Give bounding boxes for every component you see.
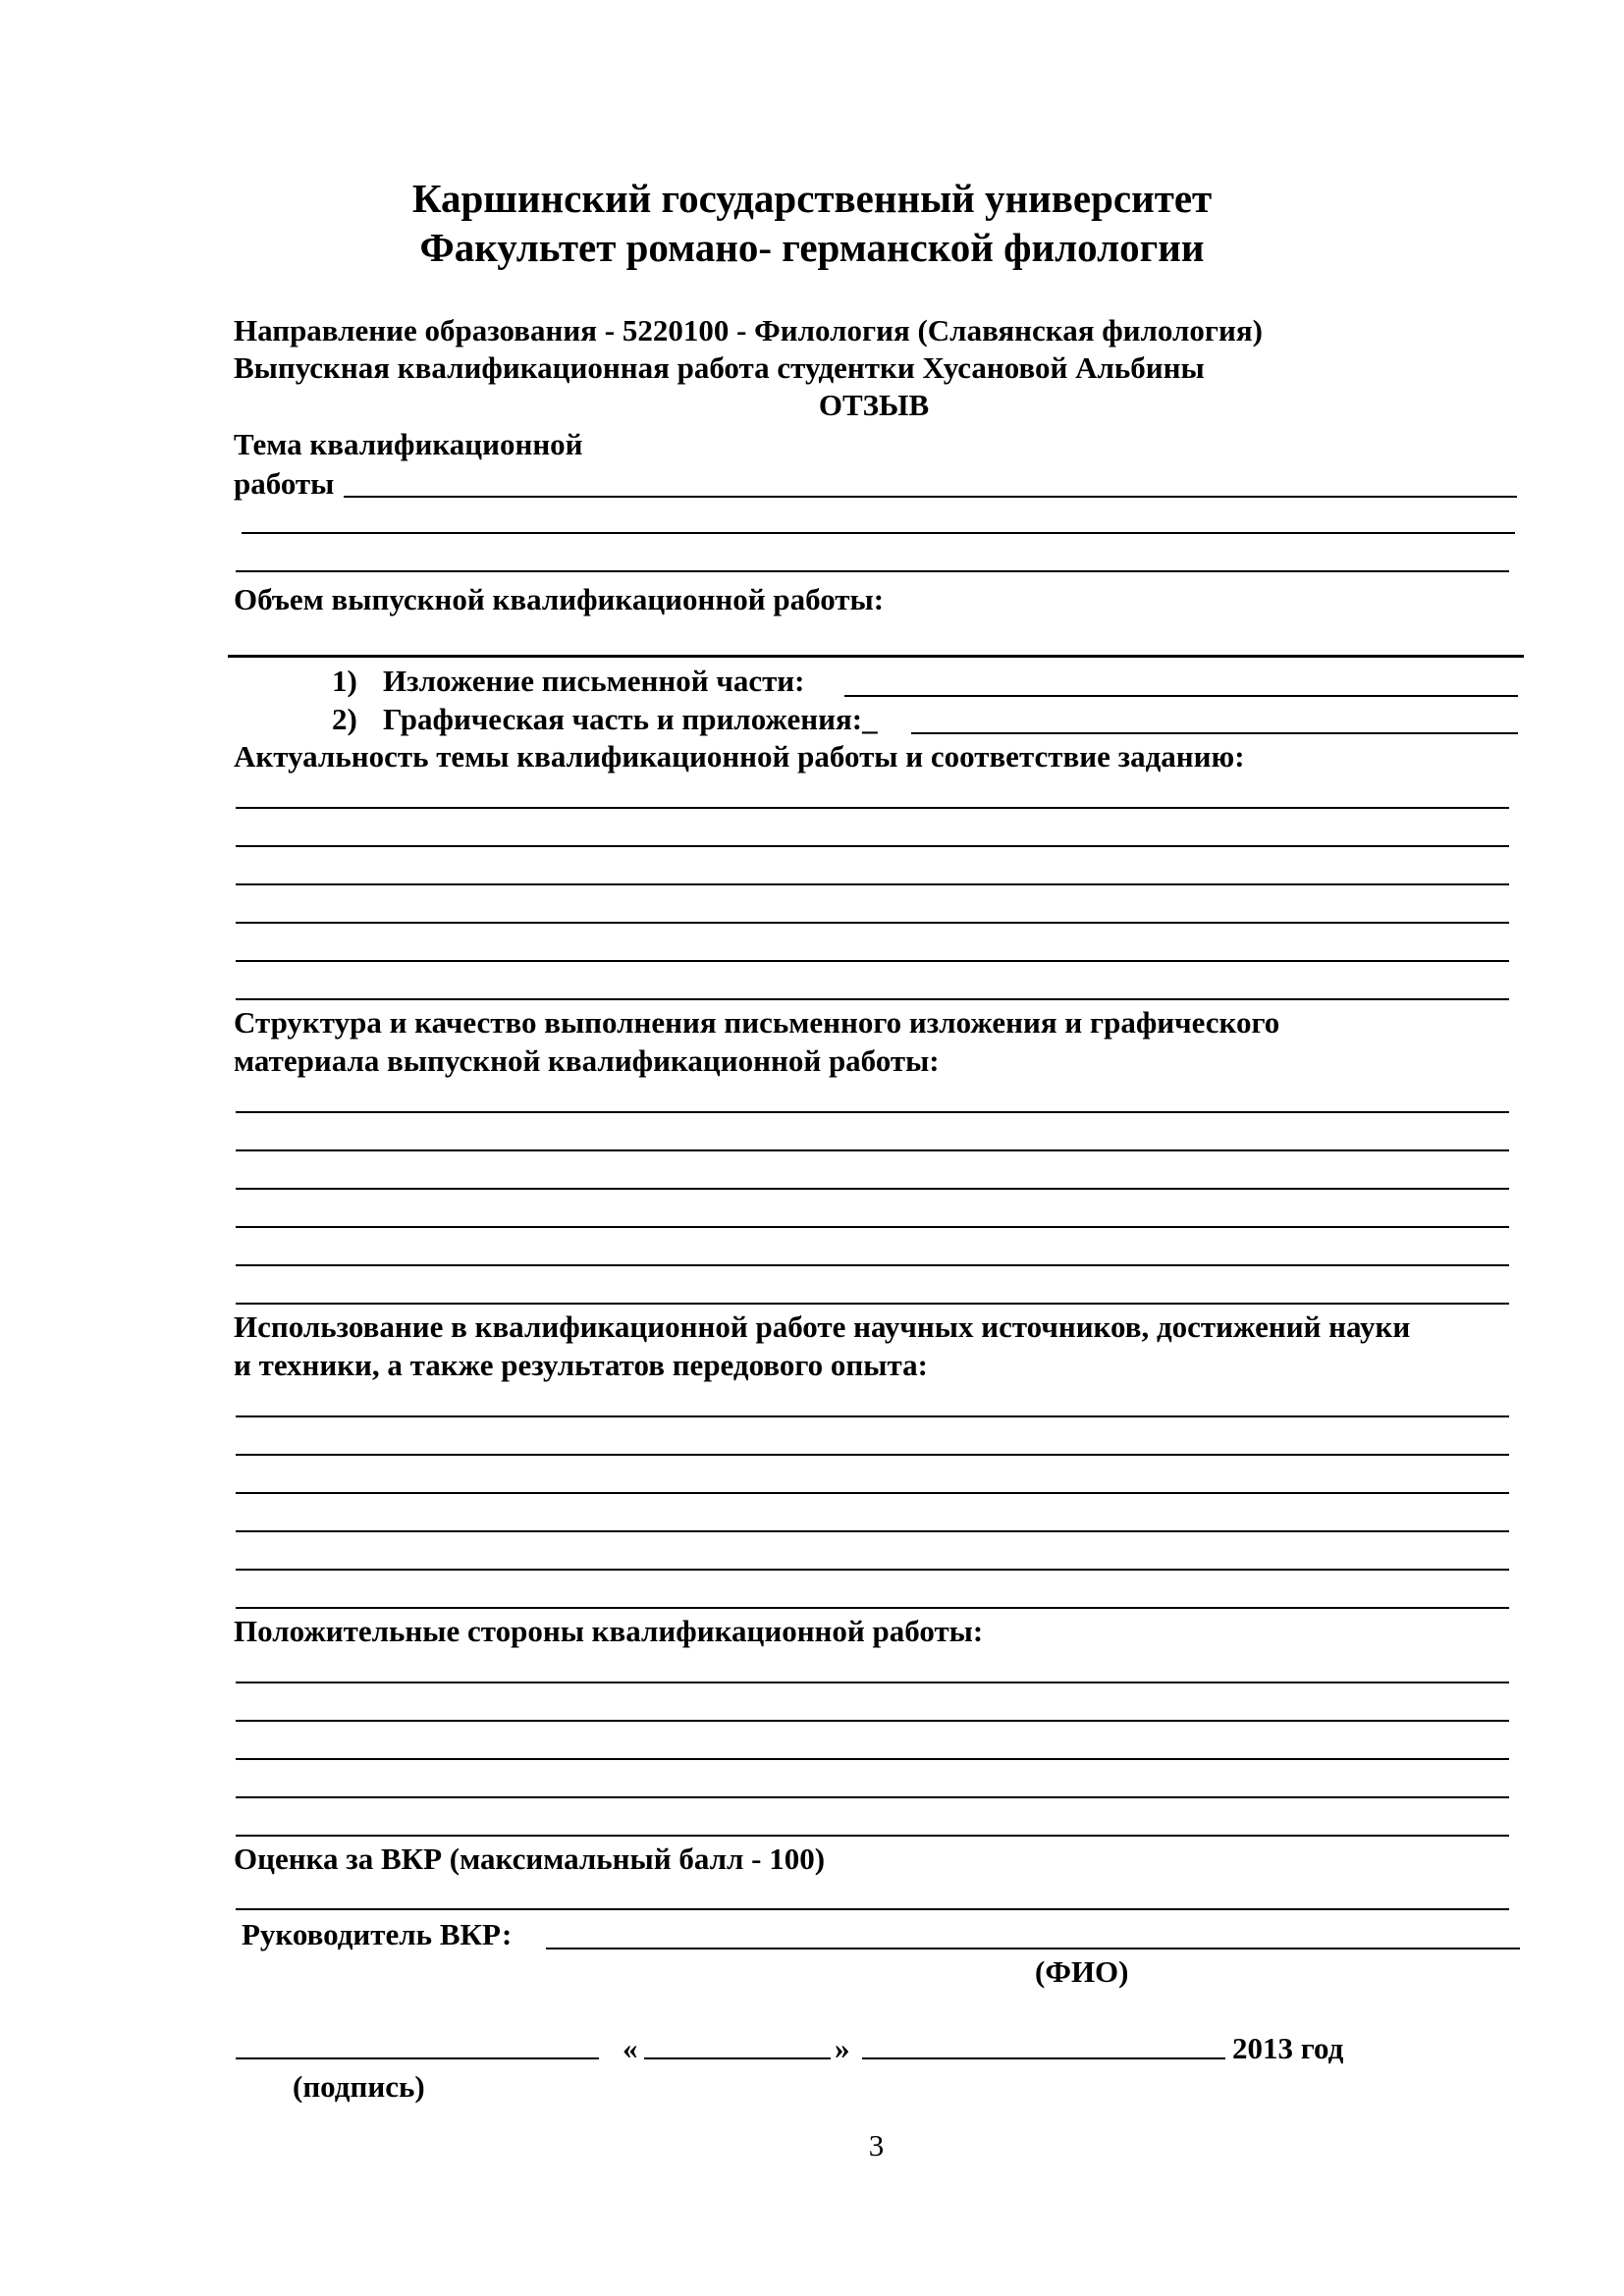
structure-field-line4[interactable] xyxy=(236,1226,1509,1228)
structure-field-line5[interactable] xyxy=(236,1264,1509,1266)
supervisor-field[interactable] xyxy=(546,1948,1520,1949)
topic-field[interactable] xyxy=(344,496,1517,498)
relevance-field-line4[interactable] xyxy=(236,922,1509,924)
sources-label-line2: и техники, а также результатов передового опыта: xyxy=(234,1348,928,1382)
month-field[interactable] xyxy=(862,2057,1225,2059)
review-title: ОТЗЫВ xyxy=(818,388,930,422)
sources-field-line5[interactable] xyxy=(236,1569,1509,1571)
sources-field-line6[interactable] xyxy=(236,1607,1509,1609)
volume-label: Объем выпускной квалификационной работы: xyxy=(234,582,885,616)
signature-caption: (подпись) xyxy=(293,2069,425,2104)
structure-label-line1: Структура и качество выполнения письменного изложения и графического xyxy=(234,1005,1280,1040)
sources-field-line3[interactable] xyxy=(236,1492,1509,1494)
topic-label-line1: Тема квалификационной xyxy=(234,427,583,461)
positive-field-line4[interactable] xyxy=(236,1796,1509,1798)
relevance-field-line5[interactable] xyxy=(236,960,1509,962)
quote-open: « xyxy=(623,2031,638,2065)
sources-label-line1: Использование в квалификационной работе научных источников, достижений науки xyxy=(234,1309,1411,1344)
volume-field[interactable] xyxy=(228,655,1524,658)
structure-field-line3[interactable] xyxy=(236,1188,1509,1190)
volume-item2-label: Графическая часть и приложения:_ xyxy=(383,702,878,736)
positive-field-line5[interactable] xyxy=(236,1835,1509,1837)
supervisor-label: Руководитель ВКР: xyxy=(242,1917,513,1951)
positive-field-line3[interactable] xyxy=(236,1758,1509,1760)
grade-label: Оценка за ВКР (максимальный балл - 100) xyxy=(234,1842,826,1876)
university-title: Каршинский государственный университет xyxy=(411,176,1213,221)
structure-label-line2: материала выпускной квалификационной работы: xyxy=(234,1043,940,1078)
faculty-title: Факультет романо- германской филологии xyxy=(419,225,1205,270)
grade-field[interactable] xyxy=(236,1908,1509,1910)
page-number: 3 xyxy=(868,2128,885,2163)
student-line: Выпускная квалификационная работа студентки Хусановой Альбины xyxy=(234,350,1205,385)
relevance-field-line3[interactable] xyxy=(236,883,1509,885)
positive-field-line2[interactable] xyxy=(236,1720,1509,1722)
volume-item1-field[interactable] xyxy=(844,695,1518,697)
year-label: 2013 год xyxy=(1232,2031,1344,2065)
signature-field[interactable] xyxy=(236,2057,599,2059)
relevance-field-line2[interactable] xyxy=(236,845,1509,847)
sources-field-line2[interactable] xyxy=(236,1454,1509,1456)
sources-field-line1[interactable] xyxy=(236,1415,1509,1417)
volume-item2-field[interactable] xyxy=(911,732,1518,734)
fio-caption: (ФИО) xyxy=(1035,1954,1129,1989)
positive-field-line1[interactable] xyxy=(236,1682,1509,1683)
structure-field-line6[interactable] xyxy=(236,1303,1509,1305)
day-field[interactable] xyxy=(644,2057,831,2059)
structure-field-line1[interactable] xyxy=(236,1111,1509,1113)
sources-field-line4[interactable] xyxy=(236,1530,1509,1532)
topic-field-line2[interactable] xyxy=(242,532,1515,534)
positive-label: Положительные стороны квалификационной работы: xyxy=(234,1614,984,1648)
volume-item1-label: Изложение письменной части: xyxy=(383,664,805,698)
quote-close: » xyxy=(835,2031,850,2065)
relevance-field-line6[interactable] xyxy=(236,998,1509,1000)
topic-label-line2: работы xyxy=(234,466,335,501)
volume-item1-number: 1) xyxy=(332,664,357,698)
relevance-label: Актуальность темы квалификационной работы и соответствие заданию: xyxy=(234,739,1245,774)
direction-line: Направление образования - 5220100 - Филология (Славянская филология) xyxy=(234,313,1263,347)
structure-field-line2[interactable] xyxy=(236,1149,1509,1151)
relevance-field-line1[interactable] xyxy=(236,807,1509,809)
topic-field-line3[interactable] xyxy=(236,570,1509,572)
volume-item2-number: 2) xyxy=(332,702,357,736)
